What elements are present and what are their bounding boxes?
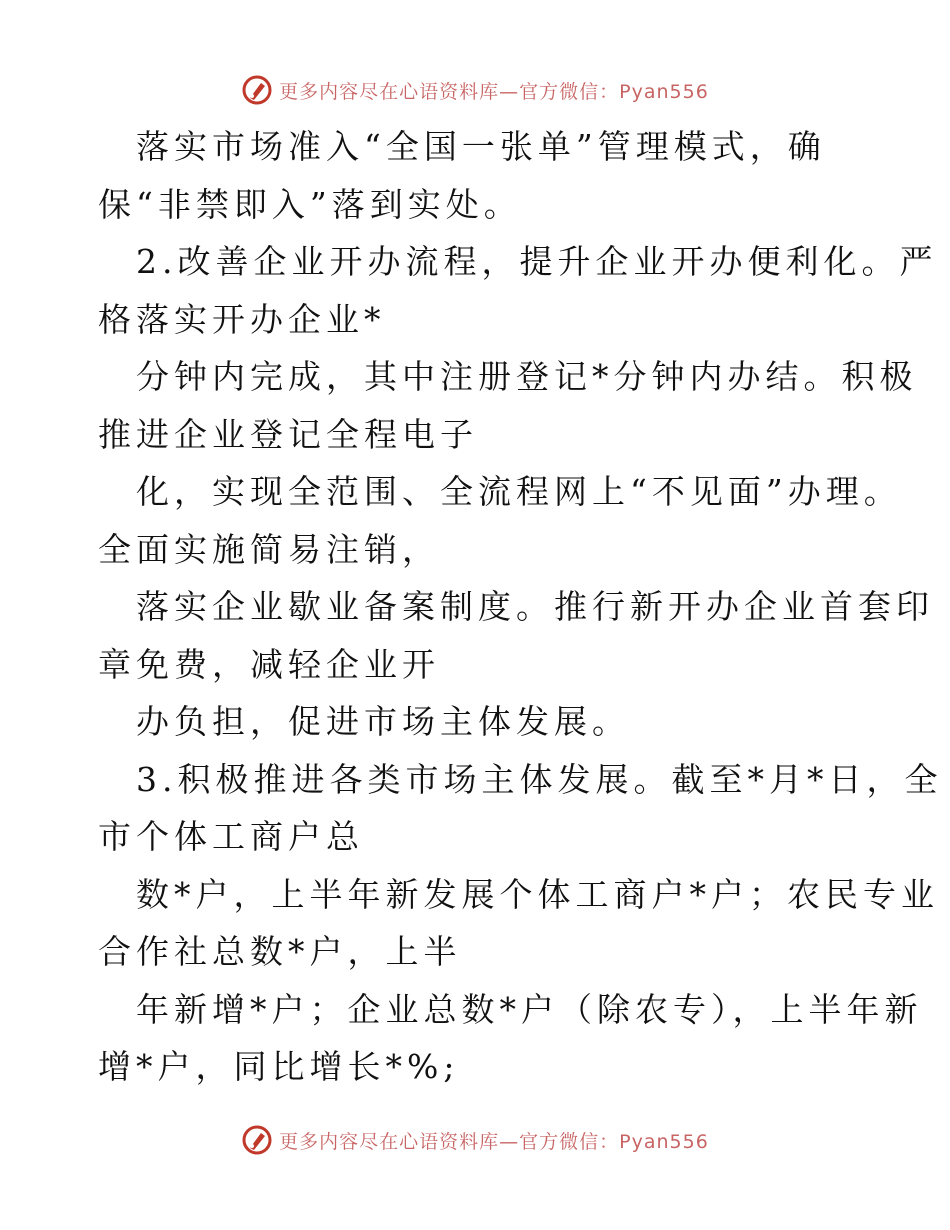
text-line: 落实市场准入“全国一张单”管理模式，确 [136, 127, 826, 166]
text-line: 全面实施简易注销， [98, 529, 440, 569]
text-line: 章免费，减轻企业开 [98, 644, 440, 684]
header-watermark-banner [0, 70, 950, 110]
text-line: 分钟内完成，其中注册登记*分钟内办结。积极 [136, 357, 918, 396]
text-line: 保“非禁即入”落到实处。 [98, 184, 522, 224]
text-line: 数*户，上半年新发展个体工商户*户；农民专业 [136, 874, 939, 914]
header-banner-text: 更多内容尽在心语资料库—官方微信：Pyan556 [279, 80, 709, 103]
text-line: 化，实现全范围、全流程网上“不见面”办理。 [136, 472, 902, 511]
text-line: 办负担，促进市场主体发展。 [136, 702, 630, 741]
document-body [98, 118, 943, 1096]
footer-watermark-banner [0, 1120, 950, 1160]
footer-banner-text: 更多内容尽在心语资料库—官方微信：Pyan556 [279, 1130, 709, 1153]
text-line: 年新增*户；企业总数*户（除农专），上半年新 [136, 989, 923, 1029]
text-line: 推进企业登记全程电子 [98, 414, 478, 454]
text-line: 市个体工商户总 [98, 817, 364, 856]
pen-logo-icon [241, 74, 273, 106]
text-line: 2.改善企业开办流程，提升企业开办便利化。严 [136, 242, 938, 281]
pen-logo-icon [241, 1124, 273, 1156]
text-line: 3.积极推进各类市场主体发展。截至*月*日，全 [136, 759, 943, 799]
text-line: 合作社总数*户，上半 [98, 932, 462, 971]
text-line: 落实企业歇业备案制度。推行新开办企业首套印 [136, 587, 934, 626]
text-line: 格落实开办企业* [98, 299, 386, 339]
text-line: 增*户，同比增长*%; [98, 1047, 460, 1086]
